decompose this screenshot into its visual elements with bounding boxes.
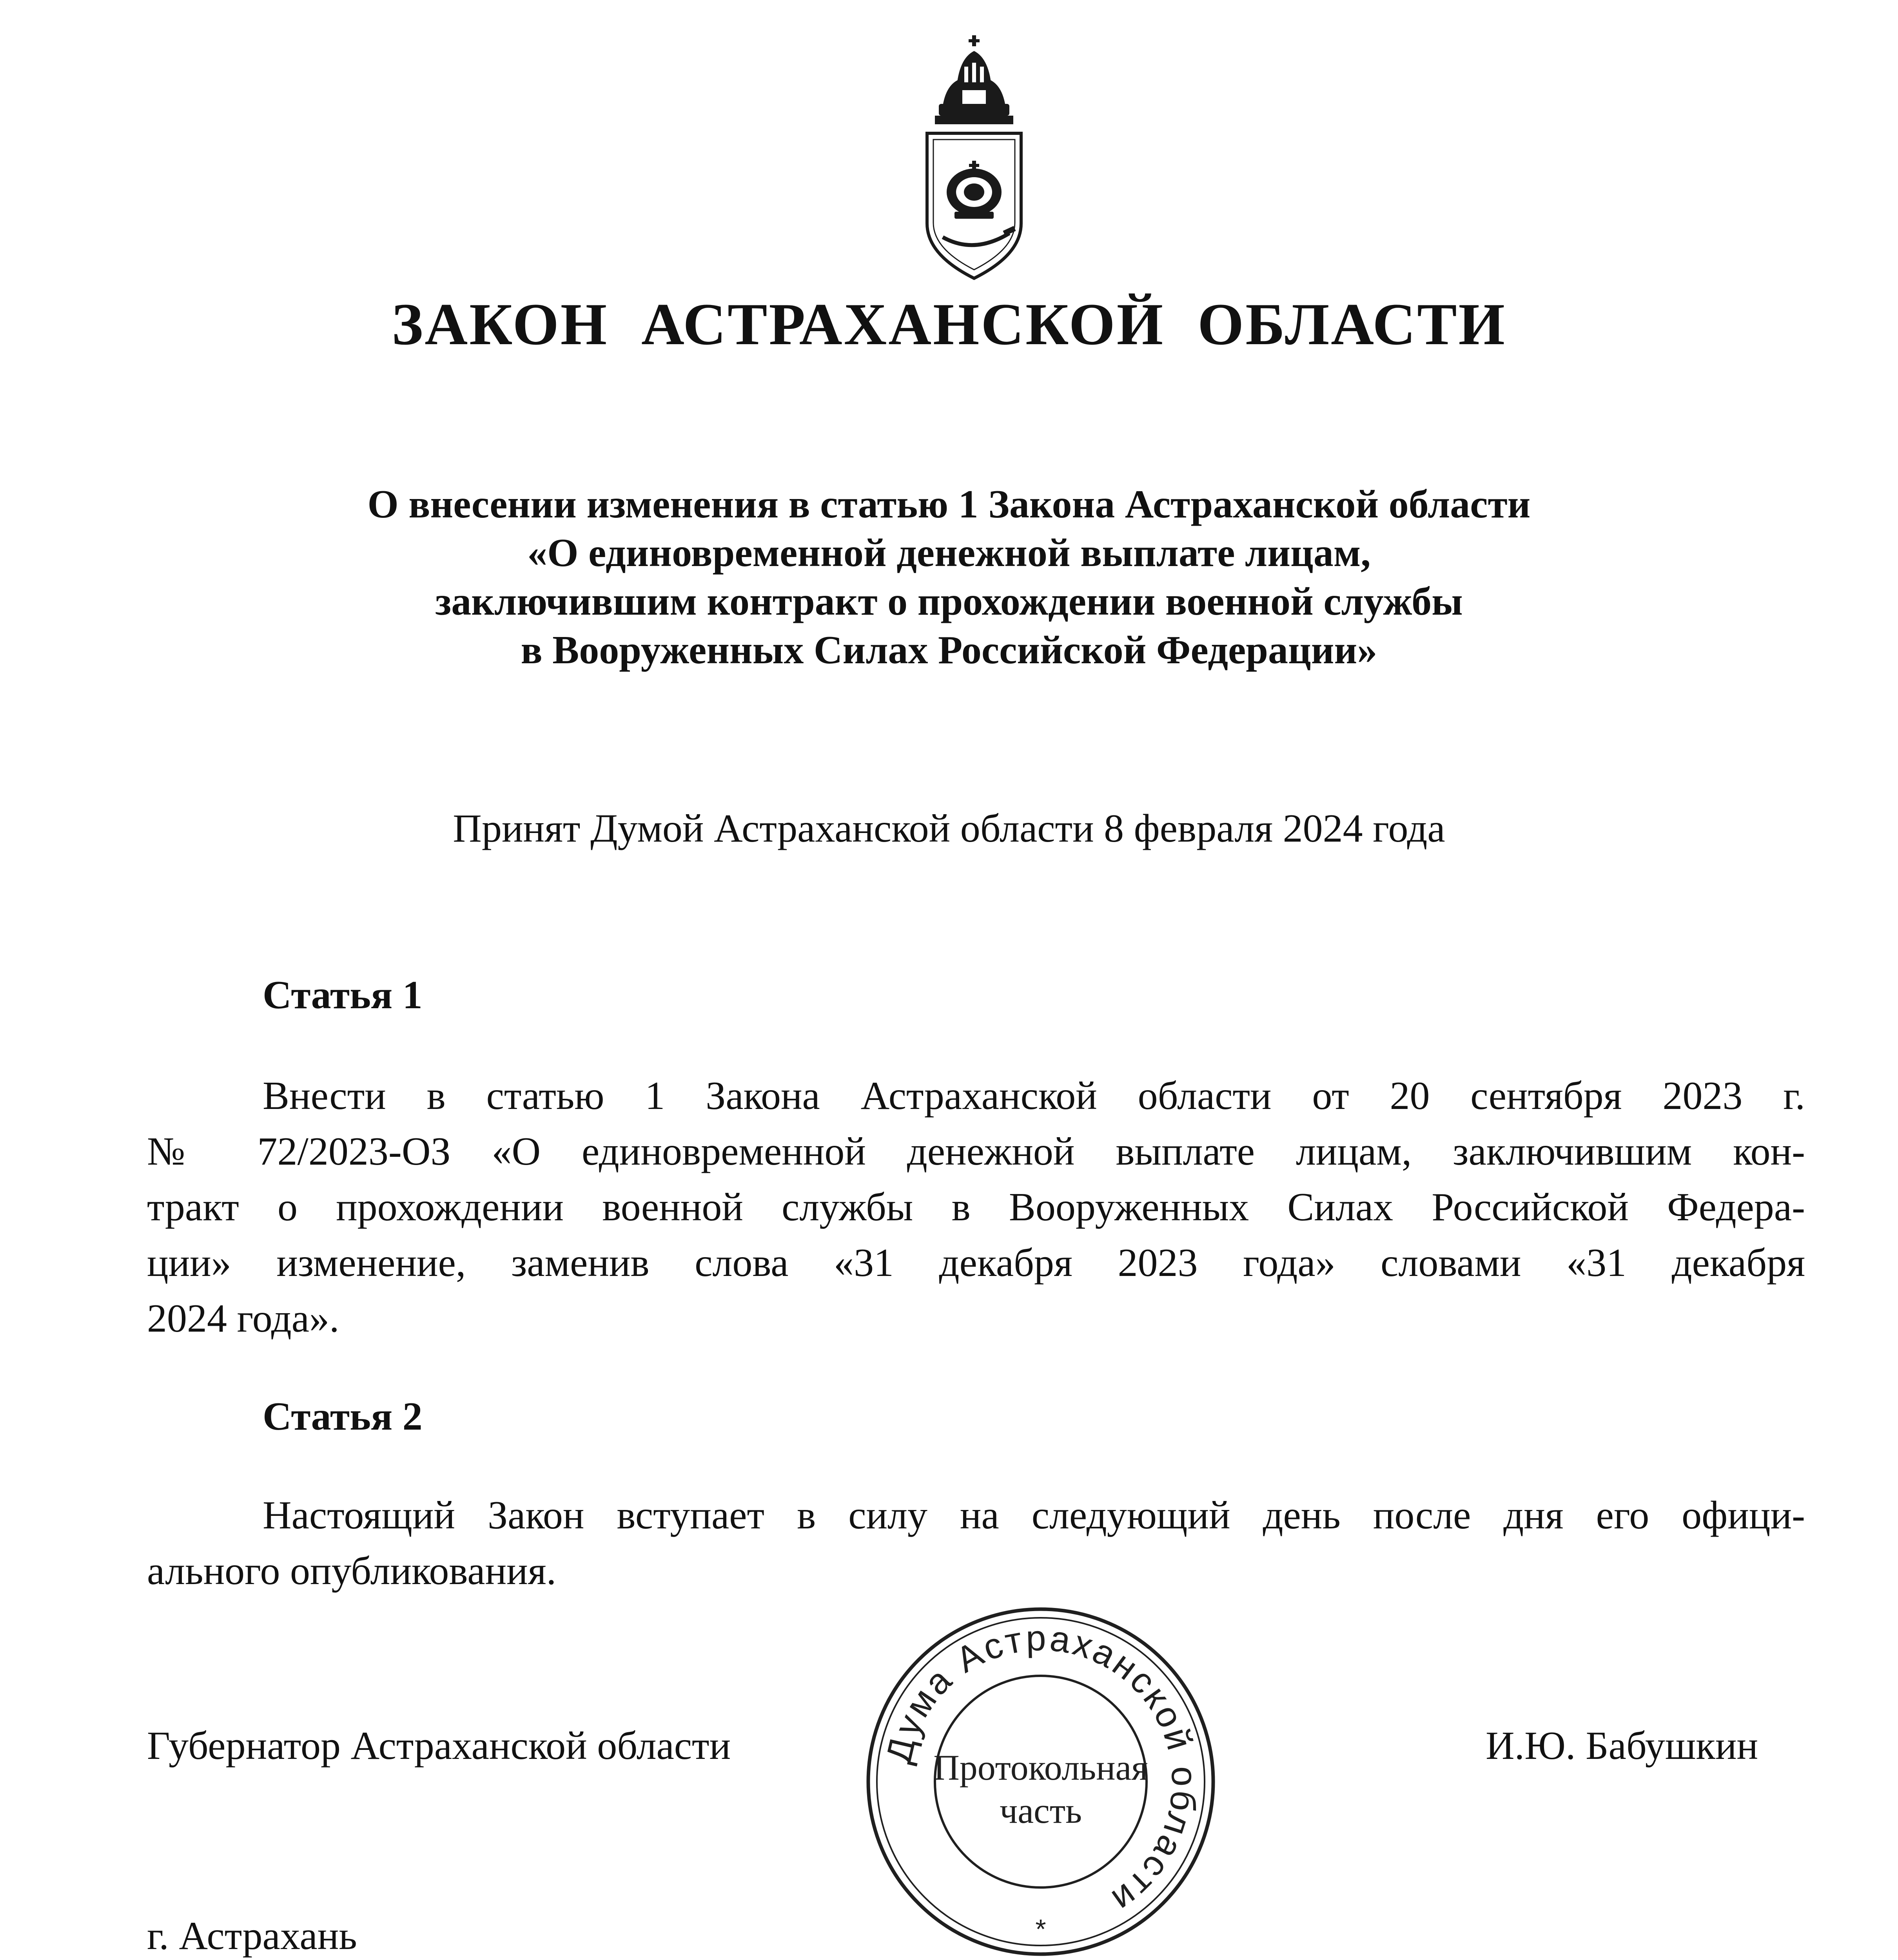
subject-line: «О единовременной денежной выплате лицам, [527,531,1371,575]
stamp-star: * [1035,1914,1046,1944]
stamp-center-line-2: часть [999,1791,1082,1831]
stamp-center-line-1: Протокольная [933,1748,1148,1788]
article-2-heading: Статья 2 [263,1394,423,1439]
article-2-body [147,1488,1805,1599]
signatory-position: Губернатор Астраханской области [147,1724,731,1768]
place-of-signing: г. Астрахань [147,1914,357,1958]
law-title: ЗАКОН АСТРАХАНСКОЙ ОБЛАСТИ [392,291,1506,357]
article-1-heading: Статья 1 [263,973,423,1017]
article-1-line: № 72/2023-ОЗ «О единовременной денежной выплате лицам, заключившим кон- [147,1129,1805,1174]
signatory-name: И.Ю. Бабушкин [1486,1724,1758,1768]
article-1-body [147,1068,1805,1347]
official-stamp [860,1601,1221,1960]
article-1-line: 2024 года». [147,1296,339,1341]
article-1-line: тракт о прохождении военной службы в Вооруженных Силах Российской Федера- [147,1185,1805,1229]
law-subject [157,480,1741,675]
coat-of-arms-emblem [911,35,1037,286]
subject-line: в Вооруженных Силах Российской Федерации» [521,628,1377,672]
stamp-ring-text: Дума Астраханской области [878,1618,1205,1922]
subject-line: О внесении изменения в статью 1 Закона Астраханской области [367,482,1531,526]
article-2-line: ального опубликования. [147,1549,557,1593]
subject-line: заключившим контракт о прохождении военной службы [435,579,1463,624]
article-1-line: ции» изменение, заменив слова «31 декабря 2023 года» словами «31 декабря [147,1241,1805,1285]
adoption-note: Принят Думой Астраханской области 8 февраля 2024 года [453,806,1445,851]
article-1-line: Внести в статью 1 Закона Астраханской области от 20 сентября 2023 г. [263,1074,1805,1118]
article-2-line: Настоящий Закон вступает в силу на следующий день после дня его офици- [263,1493,1805,1537]
